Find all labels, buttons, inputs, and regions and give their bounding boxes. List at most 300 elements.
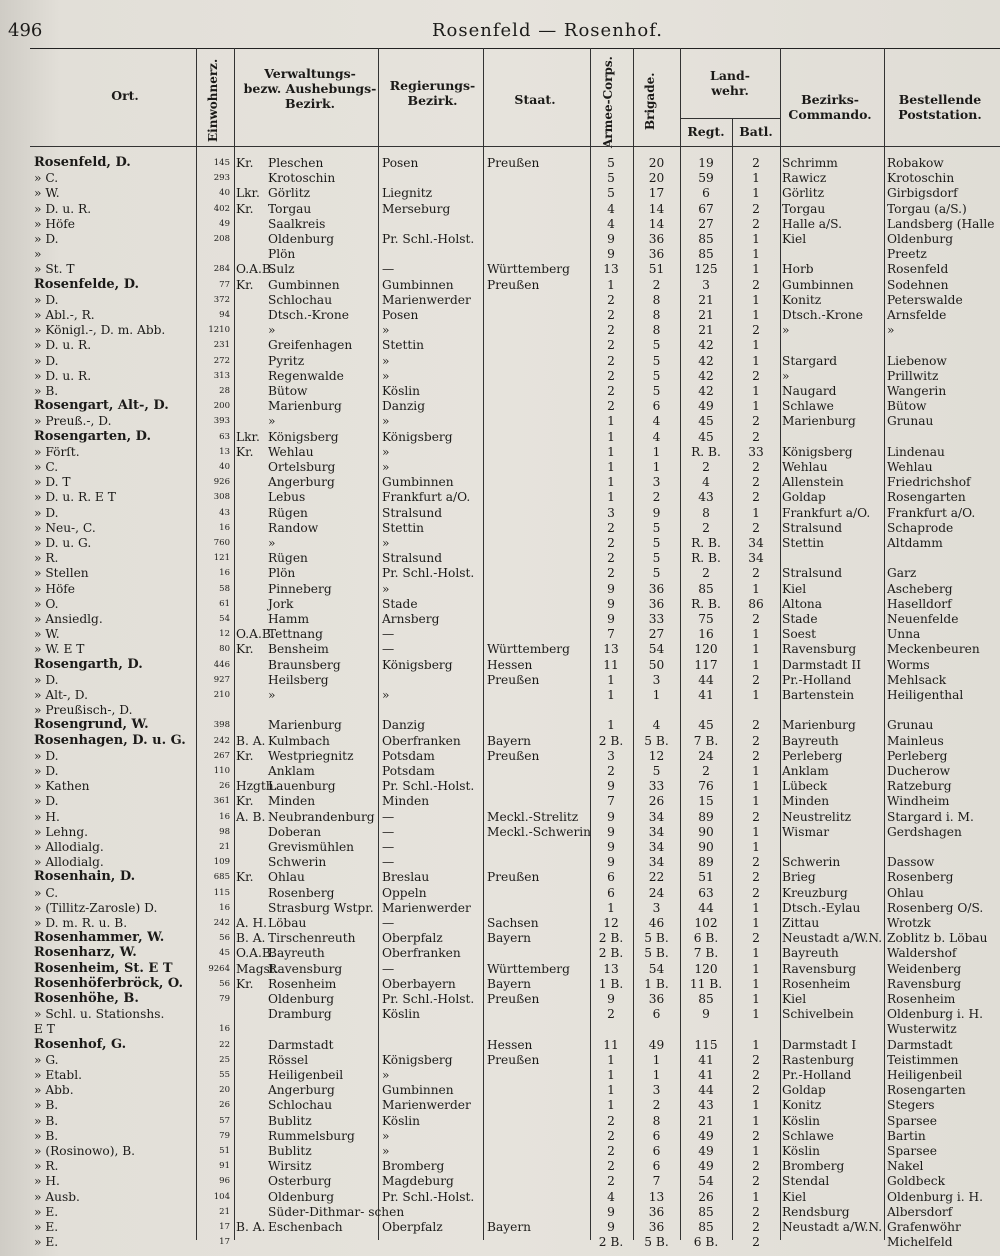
cell-ort: » Ausb. [34, 1189, 80, 1204]
cell-regierung: » [382, 353, 390, 368]
cell-armeecorps: 2 [607, 1113, 615, 1128]
cell-post: Wehlau [887, 460, 933, 474]
cell-batl: 2 [752, 460, 760, 474]
cell-bezirkscommando: Görlitz [782, 186, 825, 201]
cell-bezirkscommando: Rastenburg [782, 1052, 855, 1067]
cell-regierung: Pr. Schl.-Holst. [382, 566, 475, 581]
cell-batl: 2 [752, 429, 760, 444]
cell-einwohner: 361 [213, 796, 230, 807]
cell-verwaltung: Lauenburg [268, 779, 336, 794]
cell-verwaltung-abbr: Hzgth. [236, 779, 278, 794]
cell-brigade: 36 [648, 232, 665, 246]
col-header-bezirkscommando: Bezirks- Commando. [788, 92, 872, 122]
cell-bezirkscommando: Rawicz [782, 171, 827, 186]
cell-verwaltung-abbr: Kr. [236, 748, 254, 763]
col-header-einwohner: Einwohnerz. [206, 58, 220, 142]
cell-batl: 1 [752, 1037, 760, 1052]
cell-staat: Württemberg [487, 642, 570, 657]
cell-armeecorps: 1 [607, 444, 615, 459]
cell-bezirkscommando: Perleberg [782, 748, 843, 763]
cell-einwohner: 28 [219, 386, 230, 396]
cell-ort: Rosenhagen, D. u. G. [34, 732, 186, 748]
cell-batl: 1 [752, 581, 760, 596]
cell-regierung: » [382, 536, 390, 550]
cell-brigade: 3 [652, 672, 661, 687]
cell-ort: » Allodialg. [34, 855, 104, 870]
cell-verwaltung: Pyritz [268, 353, 305, 368]
cell-armeecorps: 1 [607, 429, 615, 444]
cell-bezirkscommando: Schwerin [782, 855, 841, 870]
cell-regt: 21 [698, 292, 714, 307]
cell-bezirkscommando: Darmstadt I [782, 1037, 857, 1052]
cell-ort: » D. [34, 672, 59, 687]
col-header-regt: Regt. [687, 124, 725, 139]
cell-einwohner: 231 [213, 340, 230, 351]
cell-staat: Bayern [487, 931, 531, 946]
cell-regt: R. B. [691, 551, 721, 566]
cell-batl: 2 [752, 718, 760, 733]
cell-brigade: 51 [648, 262, 665, 277]
cell-regt: 90 [698, 824, 714, 839]
cell-ort: » H. [34, 1174, 60, 1189]
cell-regt: 42 [698, 338, 714, 353]
cell-ort: » Abb. [34, 1083, 74, 1098]
cell-batl: 2 [752, 1052, 760, 1067]
cell-einwohner: 145 [213, 158, 230, 168]
cell-verwaltung: Regenwalde [268, 368, 344, 383]
cell-regierung: » [382, 444, 390, 459]
cell-post: Ravensburg [887, 976, 962, 991]
cell-ort: Rosenhammer, W. [34, 930, 165, 946]
cell-regierung: Stralsund [382, 551, 442, 566]
cell-verwaltung: Ohlau [268, 870, 305, 885]
cell-verwaltung: Braunsberg [268, 657, 341, 672]
cell-regierung: Pr. Schl.-Holst. [382, 779, 475, 794]
cell-armeecorps: 2 [607, 520, 615, 535]
cell-verwaltung: Oldenburg [268, 992, 335, 1006]
cell-bezirkscommando: Neustadt a/W.N. [782, 1220, 883, 1234]
cell-bezirkscommando: Soest [782, 627, 817, 642]
cell-verwaltung-abbr [236, 1233, 270, 1251]
cell-post: Rosenheim [887, 992, 956, 1006]
cell-verwaltung: Sulz [268, 262, 295, 277]
cell-brigade: 8 [652, 323, 661, 338]
cell-armeecorps: 3 [607, 505, 615, 520]
cell-regt: R. B. [691, 536, 721, 550]
cell-ort: » Kathen [34, 779, 90, 794]
cell-regierung: Merseburg [382, 201, 451, 216]
cell-verwaltung-abbr: O.A.B. [236, 627, 275, 642]
cell-regt: 42 [698, 368, 714, 383]
cell-armeecorps: 9 [607, 596, 615, 611]
cell-armeecorps: 13 [603, 642, 619, 657]
landwehr-subrule [680, 118, 780, 119]
cell-batl: 2 [752, 156, 760, 170]
cell-ort: » D. [34, 505, 59, 520]
cell-brigade: 6 [652, 1128, 661, 1143]
cell-einwohner: 57 [219, 1115, 230, 1126]
cell-verwaltung-abbr: Lkr. [236, 186, 260, 201]
cell-bezirkscommando: Dtsch.-Eylau [782, 900, 861, 915]
cell-verwaltung: » [268, 323, 276, 338]
cell-bezirkscommando: Pr.-Holland [782, 672, 852, 687]
cell-ort: Rosengarten, D. [34, 428, 151, 444]
cell-ort: » D. u. R. [34, 368, 92, 383]
cell-post: Altdamm [887, 536, 943, 550]
cell-brigade: 20 [648, 156, 665, 170]
cell-bezirkscommando: Stade [782, 612, 818, 626]
cell-bezirkscommando: Dtsch.-Krone [782, 308, 863, 322]
cell-batl: 1 [752, 779, 760, 794]
cell-post: Grafenwöhr [887, 1220, 961, 1234]
cell-ort: Rosenhöhe, B. [34, 991, 139, 1006]
cell-batl: 1 [752, 961, 760, 976]
cell-verwaltung-abbr: O.A.B. [236, 262, 275, 277]
cell-batl: 2 [752, 414, 760, 429]
cell-brigade: 6 [652, 1007, 661, 1022]
cell-batl: 34 [748, 551, 764, 566]
cell-bezirkscommando: Pr.-Holland [782, 1068, 852, 1082]
cell-regt: 45 [698, 414, 714, 429]
cell-post: Lindenau [887, 444, 945, 459]
cell-post: Sodehnen [887, 277, 949, 292]
cell-verwaltung: Oldenburg [268, 232, 335, 246]
cell-batl: 1 [752, 1144, 760, 1158]
cell-regierung: Minden [382, 794, 430, 809]
cell-brigade: 5 B. [644, 733, 669, 748]
cell-verwaltung: Minden [268, 794, 316, 809]
cell-verwaltung: Görlitz [268, 186, 311, 201]
cell-brigade: 33 [648, 612, 665, 626]
cell-brigade: 1 [652, 688, 661, 702]
cell-bezirkscommando: Bartenstein [782, 688, 855, 702]
cell-regt: 45 [698, 718, 714, 733]
col-header-armeecorps: Armee-Corps. [601, 56, 615, 148]
cell-einwohner: 242 [213, 735, 230, 746]
cell-post: Robakow [887, 156, 944, 170]
cell-regt: 19 [698, 156, 714, 170]
cell-ort: » D. [34, 748, 59, 763]
page-number: 496 [8, 20, 43, 41]
cell-brigade: 20 [648, 171, 665, 186]
cell-einwohner: 26 [219, 781, 230, 792]
cell-post: Wusterwitz [887, 1022, 957, 1037]
cell-brigade: 6 [652, 1159, 661, 1174]
cell-verwaltung-abbr: O.A.B. [236, 946, 275, 961]
cell-einwohner: 242 [213, 918, 230, 928]
cell-batl: 1 [752, 1098, 760, 1113]
cell-regt: 85 [698, 581, 714, 596]
cell-batl: 2 [752, 1083, 760, 1098]
cell-einwohner: 16 [219, 1024, 230, 1035]
cell-armeecorps: 12 [603, 916, 619, 930]
cell-post: Worms [887, 657, 930, 672]
cell-brigade: 34 [648, 824, 665, 839]
cell-brigade: 4 [652, 429, 661, 444]
cell-verwaltung-abbr: B. A. [236, 733, 266, 748]
cell-batl: 2 [752, 1174, 760, 1189]
cell-verwaltung: Rügen [268, 551, 308, 566]
cell-post: Torgau (a/S.) [887, 201, 967, 216]
cell-brigade: 34 [648, 840, 665, 854]
cell-post: Wangerin [887, 384, 947, 398]
cell-armeecorps: 9 [607, 840, 615, 854]
cell-verwaltung: Rosenheim [268, 976, 337, 991]
cell-post: Schaprode [887, 520, 954, 535]
cell-regierung: — [382, 840, 395, 854]
cell-einwohner: 40 [219, 188, 230, 199]
cell-regierung: — [382, 642, 395, 657]
cell-armeecorps: 9 [607, 1220, 615, 1234]
cell-staat: Bayern [487, 976, 531, 991]
cell-bezirkscommando: Allenstein [782, 475, 844, 490]
cell-batl: 2 [752, 855, 760, 870]
cell-armeecorps: 2 [607, 368, 615, 383]
cell-regt: 2 [702, 520, 710, 535]
cell-batl: 2 [752, 885, 760, 900]
cell-bezirkscommando: Torgau [782, 201, 826, 216]
cell-brigade: 54 [648, 961, 665, 976]
cell-regierung: — [382, 824, 395, 839]
cell-verwaltung: Bublitz [268, 1144, 312, 1158]
cell-regierung: Königsberg [382, 657, 453, 672]
cell-armeecorps: 1 [607, 1068, 615, 1082]
cell-batl: 2 [752, 809, 760, 824]
cell-brigade: 5 [652, 353, 661, 368]
cell-ort: » D. [34, 794, 59, 809]
cell-ort: » B. [34, 1098, 59, 1113]
cell-einwohner: 1210 [208, 325, 230, 336]
cell-verwaltung: Eschenbach [268, 1220, 343, 1234]
cell-einwohner: 110 [213, 766, 230, 776]
cell-armeecorps: 1 B. [598, 976, 624, 991]
cell-regierung: Posen [382, 156, 419, 170]
cell-regt: 8 [702, 505, 710, 520]
page-header [0, 14, 1000, 48]
cell-brigade: 5 [652, 520, 661, 535]
cell-regierung: — [382, 262, 395, 277]
cell-brigade: 27 [648, 627, 665, 642]
cell-verwaltung: Osterburg [268, 1174, 332, 1189]
cell-brigade: 12 [648, 748, 665, 763]
cell-post: Girbigsdorf [887, 186, 958, 201]
cell-regt: 76 [698, 779, 714, 794]
cell-brigade: 3 [652, 475, 661, 490]
cell-einwohner: 272 [213, 355, 230, 366]
cell-regierung: Liegnitz [382, 186, 433, 201]
cell-regierung: » [382, 323, 390, 338]
cell-staat [487, 1233, 589, 1251]
cell-staat: Preußen [487, 870, 540, 885]
cell-verwaltung: Lebus [268, 490, 306, 505]
cell-verwaltung: Wehlau [268, 444, 314, 459]
cell-verwaltung: Hamm [268, 612, 310, 626]
col-header-post: Bestellende Poststation. [898, 92, 982, 122]
cell-armeecorps: 6 [607, 870, 615, 885]
cell-brigade: 34 [648, 809, 665, 824]
cell-regt: 89 [698, 855, 714, 870]
cell-batl: 2 [752, 277, 760, 292]
cell-regt: 41 [698, 1068, 714, 1082]
cell-brigade: 5 [652, 368, 661, 383]
cell-regierung: Marienwerder [382, 292, 471, 307]
cell-armeecorps: 1 [607, 277, 615, 292]
cell-armeecorps: 2 [607, 566, 615, 581]
cell-post: Rosenfeld [887, 262, 949, 277]
cell-brigade: 34 [648, 855, 665, 870]
cell-regierung: Stettin [382, 520, 425, 535]
cell-post: Bartin [887, 1128, 926, 1143]
cell-verwaltung: Oldenburg [268, 1189, 335, 1204]
cell-bezirkscommando: Bayreuth [782, 733, 839, 748]
cell-einwohner: 12 [219, 629, 230, 640]
cell-batl: 1 [752, 186, 760, 201]
col-header-ort: Ort. [111, 88, 139, 103]
cell-regt: 21 [698, 323, 714, 338]
cell-einwohner: 115 [213, 887, 230, 898]
cell-ort: » O. [34, 596, 59, 611]
cell-regt: 120 [694, 642, 718, 657]
cell-einwohner: 208 [213, 234, 230, 244]
cell-armeecorps: 2 [607, 1159, 615, 1174]
cell-einwohner: 293 [213, 173, 230, 184]
cell-batl: 1 [752, 1007, 760, 1022]
cell-armeecorps: 2 [607, 1128, 615, 1143]
cell-verwaltung-abbr: B. A. [236, 931, 266, 946]
cell-armeecorps: 9 [607, 612, 615, 626]
cell-ort: » Alt-, D. [34, 688, 89, 702]
cell-batl: 2 [752, 1204, 760, 1219]
cell-einwohner: 393 [213, 416, 230, 427]
col-header-staat: Staat. [514, 92, 556, 107]
col-header-brigade: Brigade. [643, 72, 657, 130]
cell-einwohner: 40 [219, 462, 230, 472]
cell-post: Michelfeld [887, 1235, 953, 1250]
cell-einwohner: 79 [219, 1130, 230, 1141]
cell-verwaltung-abbr: Kr. [236, 156, 254, 170]
cell-ort: » D. u. R. [34, 338, 92, 353]
cell-armeecorps: 1 [607, 1083, 615, 1098]
cell-post: Unna [887, 627, 921, 642]
cell-regt: 49 [698, 1144, 714, 1158]
cell-regt: 41 [698, 1052, 714, 1067]
cell-einwohner: 16 [219, 522, 230, 533]
cell-ort: » Preußisch-, D. [34, 703, 133, 718]
cell-regierung: Köslin [382, 1113, 421, 1128]
cell-post: Ohlau [887, 885, 924, 900]
cell-post: Darmstadt [887, 1037, 953, 1052]
cell-staat: Preußen [487, 1052, 540, 1067]
cell-einwohner: 21 [219, 1206, 230, 1217]
cell-verwaltung: Marienburg [268, 718, 342, 733]
cell-regierung: Magdeburg [382, 1174, 454, 1189]
cell-post: Gerdshagen [887, 824, 962, 839]
cell-batl: 2 [752, 748, 760, 763]
grid-line [234, 48, 235, 1240]
cell-einwohner: 760 [213, 538, 230, 548]
cell-brigade: 1 [652, 1068, 661, 1082]
cell-regierung [382, 1233, 482, 1251]
cell-regierung: » [382, 414, 390, 429]
cell-brigade: 5 [652, 764, 661, 778]
cell-ort: » Etabl. [34, 1068, 82, 1082]
cell-einwohner: 51 [219, 1146, 230, 1156]
cell-batl: 2 [752, 672, 760, 687]
cell-verwaltung: Löbau [268, 916, 307, 930]
cell-verwaltung: Jork [268, 596, 294, 611]
cell-ort: » D. [34, 764, 59, 778]
cell-post: Ascheberg [887, 581, 953, 596]
cell-einwohner: 926 [213, 477, 230, 488]
cell-verwaltung-abbr: Magst. [236, 961, 279, 976]
cell-bezirkscommando: Schivelbein [782, 1007, 854, 1022]
cell-post: Rosenberg [887, 870, 954, 885]
cell-einwohner: 58 [219, 583, 230, 594]
cell-einwohner: 56 [219, 933, 230, 944]
cell-verwaltung: Königsberg [268, 429, 339, 444]
cell-staat: Hessen [487, 1037, 533, 1052]
cell-armeecorps: 9 [607, 809, 615, 824]
col-header-verwaltung: Verwaltungs- bezw. Aushebungs- Bezirk. [243, 66, 377, 111]
cell-einwohner: 49 [219, 218, 230, 229]
cell-regt: 6 B. [693, 931, 719, 946]
cell-einwohner: 43 [219, 507, 230, 518]
cell-einwohner: 54 [219, 614, 230, 624]
cell-brigade: 36 [648, 1204, 665, 1219]
cell-post: Oldenburg [887, 232, 954, 246]
cell-einwohner: 61 [219, 598, 230, 609]
cell-staat: Preußen [487, 748, 540, 763]
cell-brigade: 5 B. [644, 1235, 669, 1250]
cell-regt: 90 [698, 840, 714, 854]
cell-armeecorps: 2 [607, 353, 615, 368]
cell-ort: » R. [34, 1159, 59, 1174]
cell-regt: 2 [702, 460, 710, 474]
cell-regierung: » [382, 1128, 390, 1143]
cell-brigade: 49 [648, 1037, 665, 1052]
cell-verwaltung-abbr: B. A. [236, 1220, 266, 1234]
cell-batl: 2 [752, 566, 760, 581]
cell-armeecorps: 9 [607, 581, 615, 596]
cell-verwaltung: Neubrandenburg [268, 809, 375, 824]
cell-verwaltung: Angerburg [268, 475, 335, 490]
cell-bezirkscommando: Konitz [782, 1098, 822, 1113]
cell-ort: Rosenfelde, D. [34, 276, 140, 292]
cell-batl: 2 [752, 216, 760, 231]
cell-batl: 33 [748, 444, 764, 459]
cell-einwohner: 16 [219, 902, 230, 913]
cell-regt: 26 [698, 1189, 714, 1204]
cell-regt: 44 [698, 672, 714, 687]
cell-bezirkscommando: Wismar [782, 824, 830, 839]
cell-einwohner: 26 [219, 1100, 230, 1111]
cell-einwohner: 45 [219, 948, 230, 959]
cell-batl: 1 [752, 824, 760, 839]
cell-batl: 2 [752, 1128, 760, 1143]
cell-brigade: 4 [652, 414, 661, 429]
cell-verwaltung: Greifenhagen [268, 338, 353, 353]
cell-regierung: — [382, 627, 395, 642]
cell-regierung: » [382, 460, 390, 474]
cell-brigade: 1 [652, 460, 661, 474]
cell-post: Peterswalde [887, 292, 963, 307]
cell-batl: 2 [752, 323, 760, 338]
cell-regierung: Königsberg [382, 429, 453, 444]
cell-regt: 9 [702, 1007, 710, 1022]
cell-batl: 1 [752, 292, 760, 307]
header-rule [30, 48, 1000, 49]
cell-armeecorps: 2 [607, 1174, 615, 1189]
